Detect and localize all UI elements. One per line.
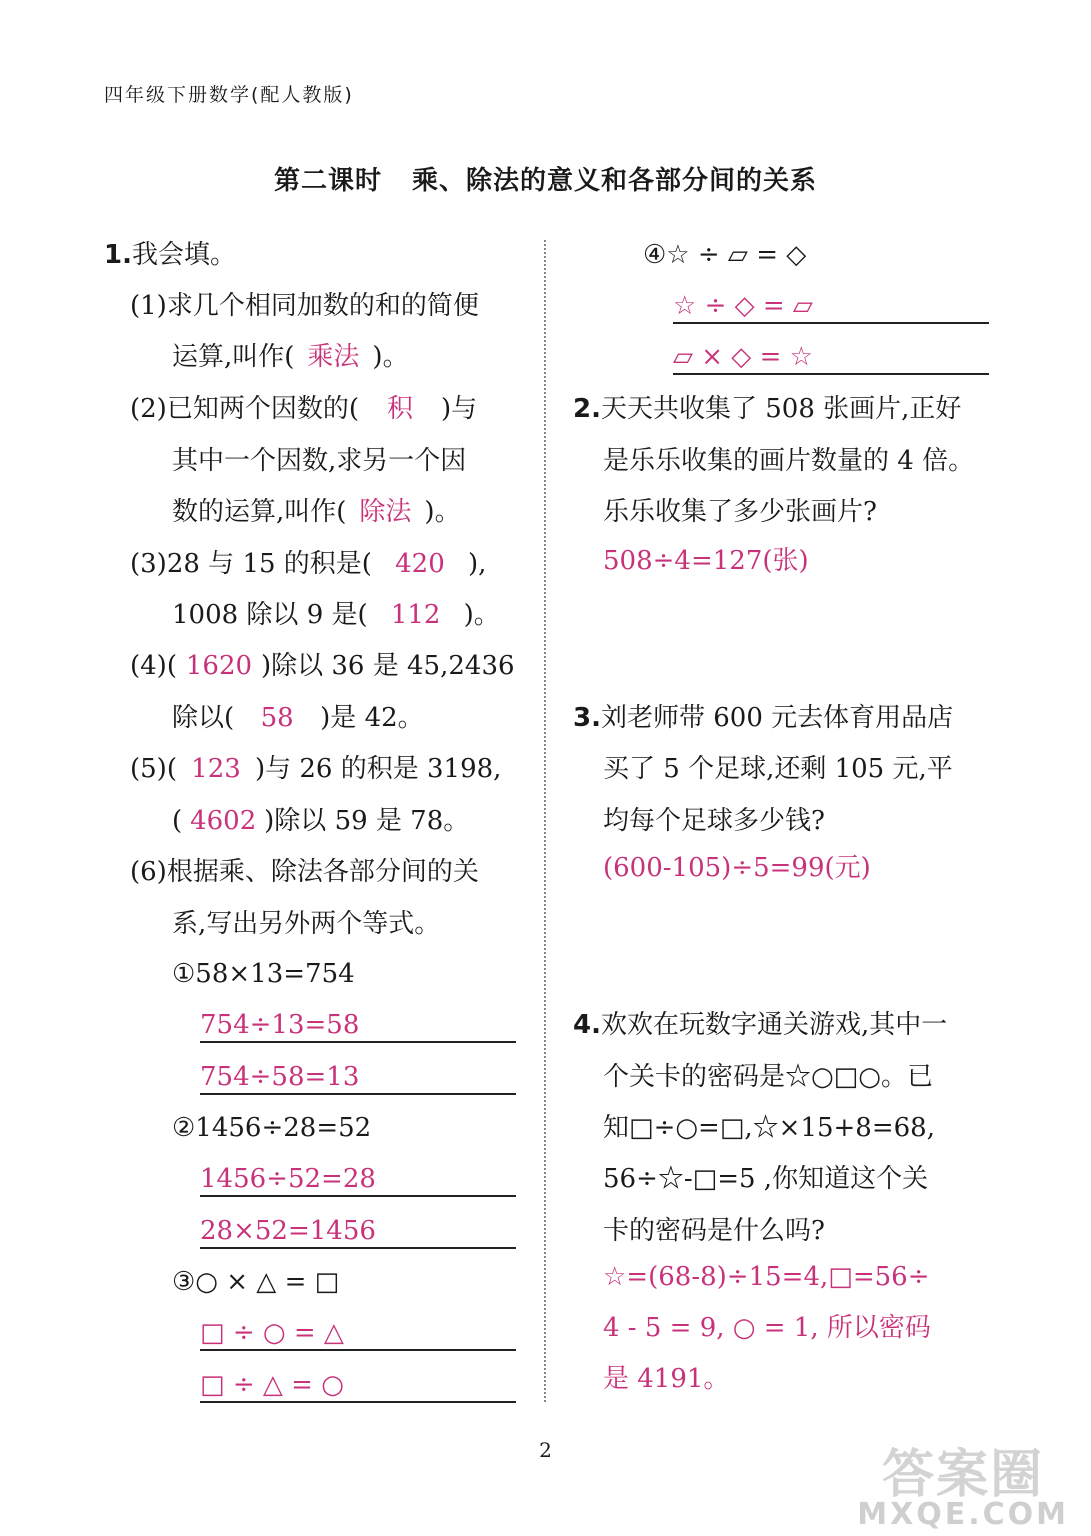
answer-line bbox=[673, 373, 989, 375]
q2-line3: 乐乐收集了多少张画片? bbox=[603, 497, 877, 527]
lesson-title bbox=[0, 160, 1091, 197]
text: (5)( bbox=[130, 754, 177, 784]
answer-blank: 123 bbox=[191, 754, 241, 784]
watermark-url: MXQE.COM bbox=[857, 1497, 1069, 1532]
page-number: 2 bbox=[539, 1438, 552, 1462]
text: 除以( bbox=[172, 703, 235, 733]
answer-blank: 除法 bbox=[359, 497, 412, 527]
q2-line2: 是乐乐收集的画片数量的 4 倍。 bbox=[603, 446, 975, 476]
text: 刘老师带 600 元去体育用品店 bbox=[600, 703, 954, 733]
text: )。 bbox=[463, 600, 500, 630]
q2-number: 2. bbox=[573, 394, 601, 424]
q3-answer: (600-105)÷5=99(元) bbox=[603, 853, 871, 883]
q4-number: 4. bbox=[573, 1010, 601, 1040]
q4-line5: 卡的密码是什么吗? bbox=[603, 1216, 825, 1246]
q3-line3: 均每个足球多少钱? bbox=[603, 806, 825, 836]
text: )是 42。 bbox=[320, 703, 424, 733]
answer-line bbox=[200, 1401, 516, 1403]
q4-line1 bbox=[573, 1010, 947, 1040]
answer-blank: 积 bbox=[386, 394, 413, 424]
q2-line1 bbox=[573, 394, 961, 424]
equation-4: ④☆ ÷ ▱ = ◇ bbox=[643, 240, 807, 270]
column-divider bbox=[544, 240, 546, 1402]
equation-1: ①58×13=754 bbox=[172, 959, 355, 989]
equation-2: ②1456÷28=52 bbox=[172, 1113, 372, 1143]
text: 数的运算,叫作( bbox=[172, 497, 347, 527]
q1-p6-line1: (6)根据乘、除法各部分间的关 bbox=[130, 857, 479, 887]
equation-4-answer-2: ▱ × ◇ = ☆ bbox=[673, 342, 813, 372]
q4-answer-line1: ☆=(68-8)÷15=4,□=56÷ bbox=[603, 1262, 930, 1292]
q1-number: 1. bbox=[104, 240, 132, 270]
answer-line bbox=[200, 1349, 516, 1351]
equation-3-answer-1: □ ÷ ○ = △ bbox=[200, 1318, 344, 1348]
equation-1-answer-1: 754÷13=58 bbox=[200, 1010, 360, 1040]
q1-p2-line1 bbox=[130, 394, 477, 424]
q1-p3-line2 bbox=[172, 600, 500, 630]
answer-blank: 1620 bbox=[185, 651, 253, 681]
book-header: 四年级下册数学(配人教版) bbox=[104, 84, 354, 106]
text: (3)28 与 15 的积是( bbox=[130, 549, 372, 579]
q3-line2: 买了 5 个足球,还剩 105 元,平 bbox=[603, 754, 953, 784]
text: (2)已知两个因数的( bbox=[130, 394, 359, 424]
text: )。 bbox=[424, 497, 461, 527]
text: ( bbox=[172, 806, 183, 836]
text: )除以 59 是 78。 bbox=[264, 806, 470, 836]
equation-4-answer-1: ☆ ÷ ◇ = ▱ bbox=[673, 291, 813, 321]
q1-p3-line1 bbox=[130, 549, 486, 579]
q1-prompt: 我会填。 bbox=[131, 240, 236, 270]
text: )除以 36 是 45,2436 bbox=[260, 651, 515, 681]
watermark bbox=[857, 1432, 1069, 1532]
q2-answer: 508÷4=127(张) bbox=[603, 546, 809, 576]
equation-3: ③○ × △ = □ bbox=[172, 1267, 340, 1297]
answer-blank: 112 bbox=[390, 600, 441, 630]
q1-heading bbox=[104, 240, 236, 270]
answer-line bbox=[200, 1093, 516, 1095]
q1-p1-line2 bbox=[172, 342, 409, 372]
text: 欢欢在玩数字通关游戏,其中一 bbox=[600, 1010, 948, 1040]
answer-blank: 乘法 bbox=[307, 342, 360, 372]
q1-p5-line1 bbox=[130, 754, 501, 784]
q3-number: 3. bbox=[573, 703, 601, 733]
text: )与 bbox=[440, 394, 478, 424]
text: ), bbox=[467, 549, 487, 579]
q1-p2-line3 bbox=[172, 497, 461, 527]
q1-p6-line2: 系,写出另外两个等式。 bbox=[172, 909, 441, 939]
text: 天天共收集了 508 张画片,正好 bbox=[600, 394, 962, 424]
q4-answer-line3: 是 4191。 bbox=[603, 1364, 730, 1394]
q1-p1-line1: (1)求几个相同加数的和的简便 bbox=[130, 291, 479, 321]
equation-2-answer-2: 28×52=1456 bbox=[200, 1216, 376, 1246]
answer-blank: 58 bbox=[260, 703, 294, 733]
answer-line bbox=[200, 1195, 516, 1197]
text: )与 26 的积是 3198, bbox=[254, 754, 502, 784]
q1-p2-line2: 其中一个因数,求另一个因 bbox=[172, 446, 467, 476]
answer-line bbox=[200, 1247, 516, 1249]
q1-p4-line2 bbox=[172, 703, 424, 733]
q4-line4: 56÷☆-□=5 ,你知道这个关 bbox=[603, 1164, 929, 1194]
q1-p4-line1 bbox=[130, 651, 515, 681]
equation-1-answer-2: 754÷58=13 bbox=[200, 1062, 360, 1092]
lesson-topic: 乘、除法的意义和各部分间的关系 bbox=[412, 166, 818, 196]
watermark-logo: 答案圈 bbox=[882, 1445, 1045, 1505]
text: 1008 除以 9 是( bbox=[172, 600, 368, 630]
answer-line bbox=[673, 322, 989, 324]
text: (4)( bbox=[130, 651, 177, 681]
q4-line3: 知□÷○=□,☆×15+8=68, bbox=[603, 1113, 935, 1143]
q3-line1 bbox=[573, 703, 953, 733]
equation-2-answer-1: 1456÷52=28 bbox=[200, 1164, 376, 1194]
answer-line bbox=[200, 1041, 516, 1043]
answer-blank: 4602 bbox=[190, 806, 257, 836]
q4-line2: 个关卡的密码是☆○□○。已 bbox=[603, 1062, 933, 1092]
answer-blank: 420 bbox=[395, 549, 445, 579]
equation-3-answer-2: □ ÷ △ = ○ bbox=[200, 1370, 344, 1400]
text: 运算,叫作( bbox=[172, 342, 295, 372]
q1-p5-line2 bbox=[172, 806, 469, 836]
q4-answer-line2: 4 - 5 = 9, ○ = 1, 所以密码 bbox=[603, 1313, 931, 1343]
lesson-number: 第二课时 bbox=[273, 166, 382, 196]
text: )。 bbox=[372, 342, 409, 372]
